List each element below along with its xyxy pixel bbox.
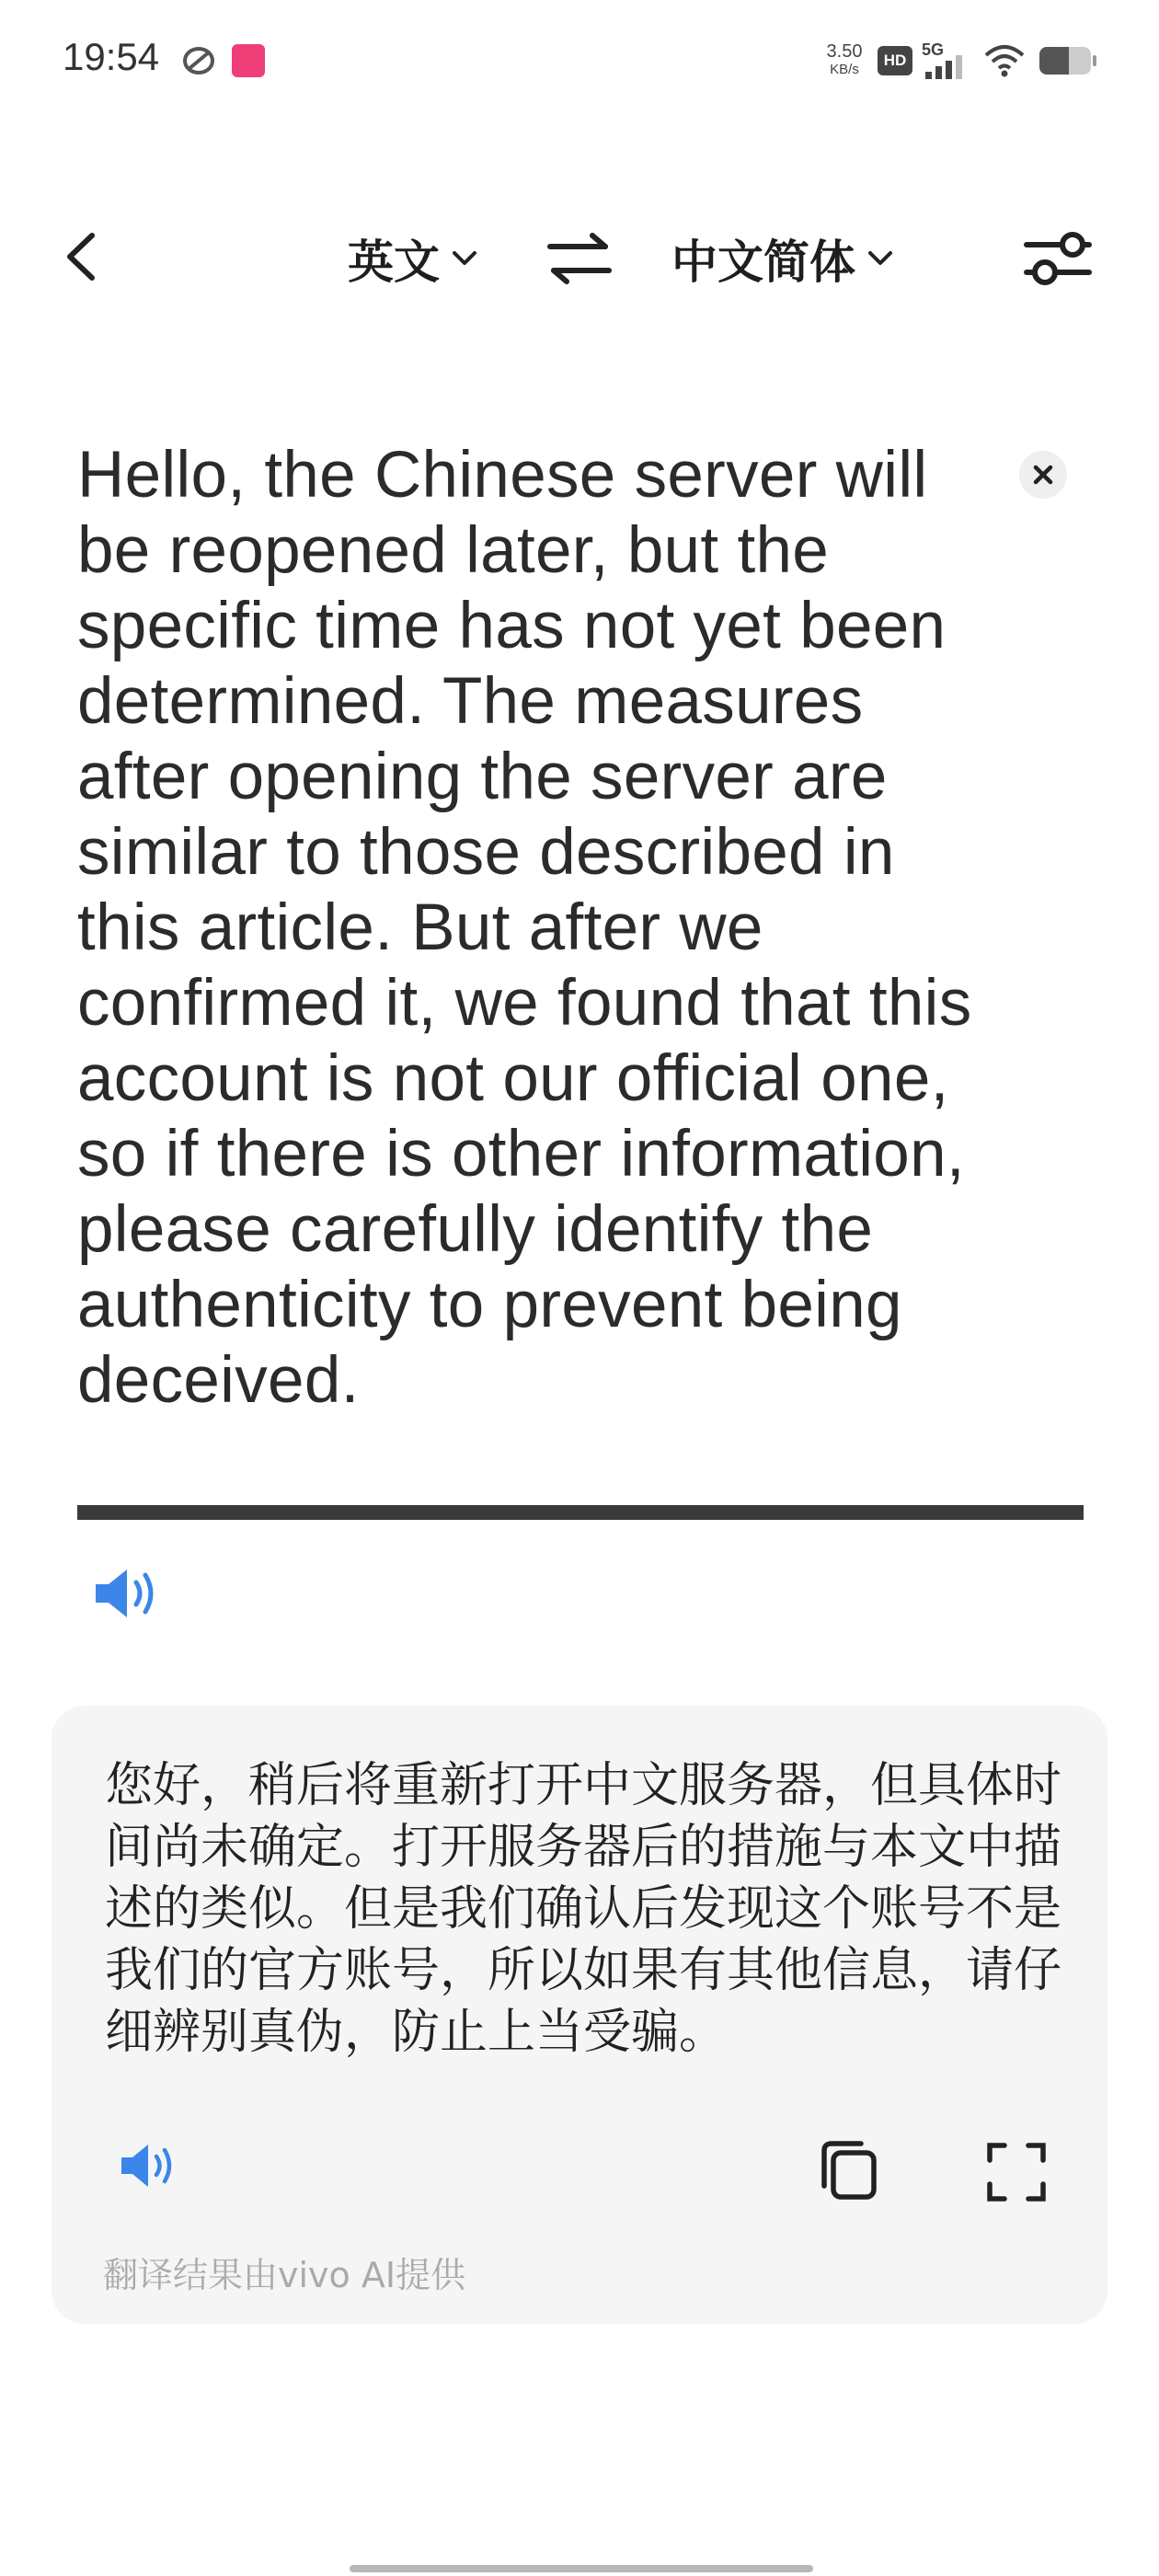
- source-language-label: 英文: [348, 236, 440, 289]
- speaker-icon[interactable]: [92, 1564, 162, 1623]
- source-text-input[interactable]: Hello, the Chinese server will be reopened later, but the specific time has not yet been determined. The measures after opening the server are similar to those described in this article. But after we confirmed it, we found that this account is not our official one, so if there is other information, please carefully identify the authenticity to prevent being deceived.: [77, 439, 972, 1417]
- hd-badge: HD: [878, 46, 912, 75]
- back-icon[interactable]: [55, 224, 110, 289]
- copy-icon[interactable]: [817, 2138, 881, 2202]
- sync-icon: [180, 42, 217, 79]
- network-speed-unit: KB/s: [830, 62, 859, 77]
- source-language-selector[interactable]: [348, 226, 480, 291]
- network-speed-value: 3.50: [826, 41, 863, 62]
- source-text-divider: [77, 1505, 1084, 1520]
- app-notification-icon: [232, 44, 265, 77]
- translation-result-text: 您好，稍后将重新打开中文服务器，但具体时间尚未确定。打开服务器后的措施与本文中描述的类似。但是我们确认后发现这个账号不是我们的官方账号，所以如果有其他信息，请仔细辨别真伪，防止上当受骗。: [105, 1758, 1062, 2060]
- translation-provider-note: 翻译结果由vivo AI提供: [103, 2255, 466, 2295]
- signal-icon: [922, 39, 970, 83]
- swap-icon[interactable]: [545, 228, 614, 289]
- translation-result-card: [52, 1706, 1107, 2324]
- clear-icon[interactable]: [1019, 451, 1067, 499]
- network-type-label: 5G: [922, 40, 945, 59]
- fullscreen-icon[interactable]: [986, 2142, 1047, 2202]
- status-time: 19:54: [63, 35, 160, 78]
- translate-toolbar: [0, 202, 1159, 313]
- target-language-label: 中文简体: [671, 236, 855, 289]
- home-indicator[interactable]: [350, 2565, 813, 2572]
- chevron-down-icon: [449, 243, 480, 274]
- wifi-icon: [982, 42, 1027, 79]
- settings-icon[interactable]: [1021, 223, 1095, 293]
- status-bar: [0, 0, 1159, 120]
- network-speed: [815, 42, 874, 76]
- battery-icon: [1038, 44, 1098, 77]
- chevron-down-icon: [865, 243, 896, 274]
- target-language-selector[interactable]: [671, 226, 896, 291]
- speaker-icon[interactable]: [118, 2140, 178, 2191]
